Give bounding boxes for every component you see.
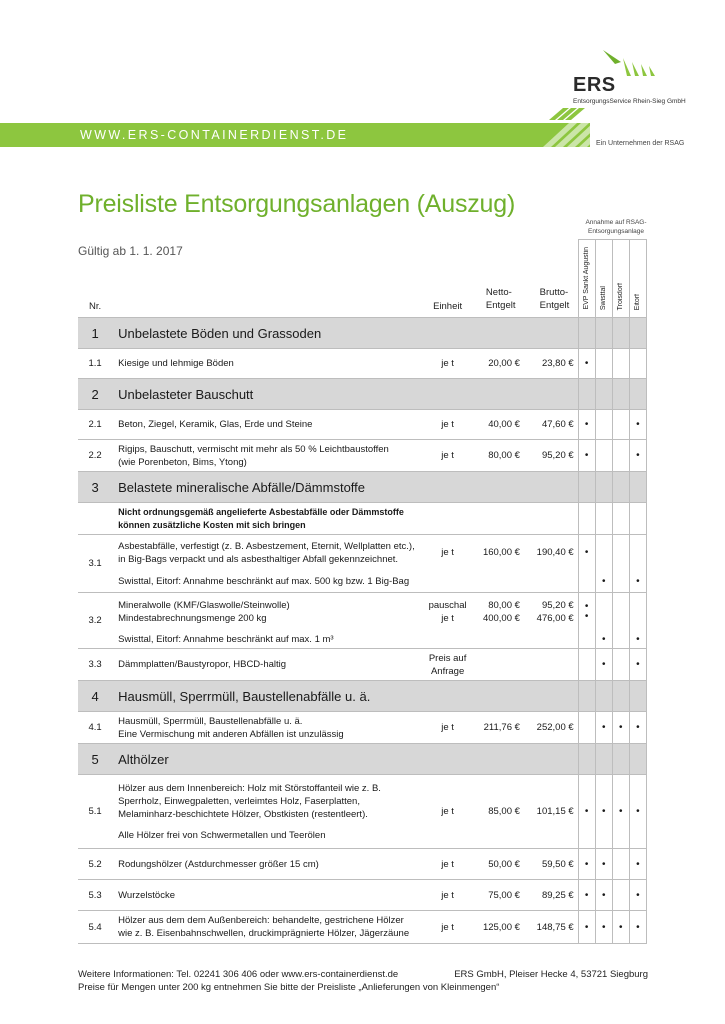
accept-dot: •	[584, 419, 589, 430]
table-row: 3.1 Asbestabfälle, verfestigt (z. B. Asbestzement, Eternit, Wellplatten etc.), in Big-Bags verpackt und als asbesthaltiger Abfall gekennzeichnet. je t 160,00 € 190,40 € •	[78, 535, 647, 571]
table-row: 3.2 Mineralwolle (KMF/Glaswolle/Steinwolle) Mindestabrechnungsmenge 200 kg pauschal je t 80,00 € 400,00 € 95,20 € 476,00 € • •	[78, 593, 647, 631]
footer-contact: Weitere Informationen: Tel. 02241 306 406 oder www.ers-containerdienst.de	[78, 969, 399, 980]
col-einheit: Einheit	[433, 301, 463, 312]
price-table	[78, 239, 647, 944]
col-site-eitorf: Eitorf	[629, 240, 646, 318]
annahme-label: Annahme auf RSAG-Entsorgungsanlage	[585, 219, 647, 235]
accept-dot: •	[636, 419, 640, 430]
accept-dot: •	[619, 722, 623, 733]
accept-dot: •	[636, 889, 640, 901]
table-row: 4.1 Hausmüll, Sperrmüll, Baustellenabfälle u. ä. Eine Vermischung mit anderen Abfällen ist unzulässig je t 211,76 € 252,00 € • • •	[78, 712, 647, 744]
table-row: 5.1 Hölzer aus dem Innenbereich: Holz mit Störstoffanteil wie z. B. Sperrholz, Einwegpaletten, verleimtes Holz, Faserplatten, Melaminharz-beschichtete Hölzer, Obstkisten (restentleert). Alle Hölzer frei von Schwermetallen und Teerölen je t 85,00 € 101,15 € • • • •	[78, 775, 647, 849]
accept-dot: •	[584, 450, 589, 461]
footer	[78, 968, 648, 994]
accept-dot: •	[601, 921, 606, 933]
table-row: 2.1 Beton, Ziegel, Keramik, Glas, Erde und Steine je t 40,00 € 47,60 € • •	[78, 410, 647, 440]
accept-dot: •	[601, 806, 606, 817]
table-row: 3.3 Dämmplatten/Baustyropor, HBCD-haltig Preis auf Anfrage • •	[78, 649, 647, 681]
accept-dot: •	[619, 921, 623, 933]
accept-dot: •	[601, 659, 606, 670]
table-row: 1.1 Kiesige und lehmige Böden je t 20,00 € 23,80 € •	[78, 349, 647, 379]
page-title: Preisliste Entsorgungsanlagen (Auszug)	[78, 190, 516, 218]
section-row: 4 Hausmüll, Sperrmüll, Baustellenabfälle u. ä.	[78, 681, 647, 712]
col-nr: Nr.	[89, 301, 102, 312]
table-row: 2.2 Rigips, Bauschutt, vermischt mit mehr als 50 % Leichtbaustoffen (wie Porenbeton, Bims, Ytong) je t 80,00 € 95,20 € • •	[78, 440, 647, 472]
col-netto: Netto-Entgelt	[485, 287, 516, 311]
accept-dot: •	[601, 575, 606, 587]
table-header	[78, 240, 647, 318]
section-row: 5 Althölzer	[78, 744, 647, 775]
accept-dot: •	[636, 575, 640, 587]
accept-dot: •	[584, 600, 589, 612]
accept-dot: •	[636, 858, 640, 870]
ers-logo	[571, 48, 686, 110]
section-row: 2 Unbelasteter Bauschutt	[78, 379, 647, 410]
accept-dot: •	[584, 806, 589, 817]
table-row-note: Nicht ordnungsgemäß angelieferte Asbestabfälle oder Dämmstoffe können zusätzliche Kosten mit sich bringen	[78, 503, 647, 535]
col-site-swisttal: Swisttal	[595, 240, 612, 318]
footer-note: Preise für Mengen unter 200 kg entnehmen Sie bitte der Preisliste „Anlieferungen von Kleinmengen“	[78, 982, 500, 993]
accept-dot: •	[636, 806, 640, 817]
accept-dot: •	[636, 659, 640, 670]
table-row-sub: Swisttal, Eitorf: Annahme beschränkt auf max. 1 m³ • •	[78, 631, 647, 649]
section-row: 1 Unbelastete Böden und Grassoden	[78, 318, 647, 349]
accept-dot: •	[636, 633, 640, 645]
accept-dot: •	[619, 806, 623, 817]
table-row: 5.3 Wurzelstöcke je t 75,00 € 89,25 € • • •	[78, 880, 647, 911]
accept-dot: •	[584, 610, 589, 622]
valid-from: Gültig ab 1. 1. 2017	[78, 244, 183, 258]
accept-dot: •	[584, 547, 589, 559]
accept-dot: •	[636, 722, 640, 733]
accept-dot: •	[601, 858, 606, 870]
website-link[interactable]: WWW.ERS-CONTAINERDIENST.DE	[80, 128, 349, 142]
footer-address: ERS GmbH, Pleiser Hecke 4, 53721 Siegburg	[454, 969, 648, 980]
accept-dot: •	[584, 358, 589, 369]
accept-dot: •	[584, 858, 589, 870]
table-row: 5.2 Rodungshölzer (Astdurchmesser größer 15 cm) je t 50,00 € 59,50 € • • •	[78, 849, 647, 880]
accept-dot: •	[601, 633, 606, 645]
accept-dot: •	[584, 921, 589, 933]
col-site-evp: EVP Sankt Augustin	[578, 240, 595, 318]
accept-dot: •	[584, 889, 589, 901]
brand-name: ERS	[573, 74, 616, 96]
col-site-troisdorf: Troisdorf	[612, 240, 629, 318]
table-row-sub: Swisttal, Eitorf: Annahme beschränkt auf max. 500 kg bzw. 1 Big-Bag • •	[78, 571, 647, 593]
section-row: 3 Belastete mineralische Abfälle/Dämmstoffe	[78, 472, 647, 503]
tagline: Ein Unternehmen der RSAG	[596, 140, 685, 147]
accept-dot: •	[636, 921, 640, 933]
table-row: 5.4 Hölzer aus dem dem Außenbereich: behandelte, gestrichene Hölzer wie z. B. Eisenbahnschwellen, druckimprägnierte Hölzer, Jägerzäune je t 125,00 € 148,75 € • • • •	[78, 911, 647, 944]
accept-dot: •	[601, 722, 606, 733]
accept-dot: •	[601, 889, 606, 901]
accept-dot: •	[636, 450, 640, 461]
col-brutto: Brutto-Entgelt	[539, 287, 570, 311]
brand-subtitle: EntsorgungsService Rhein-Sieg GmbH	[573, 98, 686, 105]
